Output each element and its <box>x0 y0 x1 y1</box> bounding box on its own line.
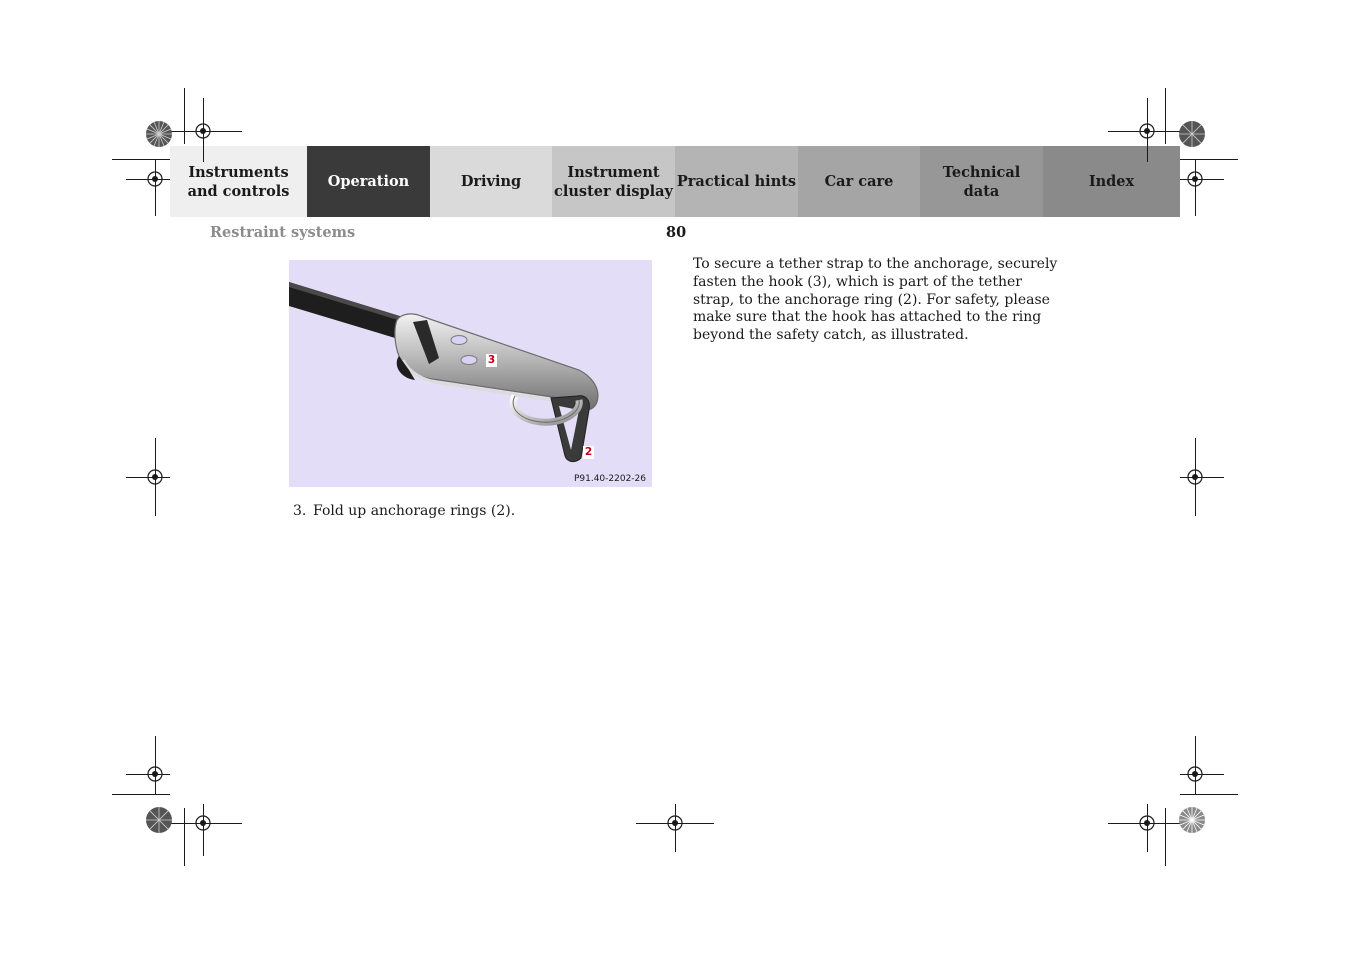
tether-hook-drawing <box>289 260 652 487</box>
crop-line <box>203 98 204 162</box>
tab-label: Car care <box>824 173 894 190</box>
crop-line <box>155 160 156 216</box>
instruction-step <box>293 502 515 520</box>
crop-line <box>1180 179 1224 180</box>
crop-line <box>184 808 185 866</box>
crop-line <box>1180 477 1224 478</box>
figure-code: P91.40-2202-26 <box>573 474 646 484</box>
crop-line <box>155 438 156 516</box>
tab-car-care[interactable] <box>798 146 920 217</box>
tab-practical-hints[interactable] <box>675 146 798 217</box>
tab-label: Instrument cluster display <box>554 163 673 200</box>
tab-driving[interactable] <box>430 146 552 217</box>
crop-line <box>1195 736 1196 794</box>
crop-line <box>1180 159 1238 160</box>
crop-line <box>675 804 676 852</box>
tab-operation[interactable] <box>307 146 430 217</box>
crop-line <box>1180 774 1224 775</box>
crop-line <box>1147 98 1148 162</box>
color-target-icon <box>145 120 173 148</box>
tab-label: Practical hints <box>676 173 797 190</box>
callout-3: 3 <box>487 354 496 366</box>
tether-hook-illustration <box>289 260 652 487</box>
crop-line <box>203 804 204 856</box>
crop-line <box>1165 88 1166 144</box>
chapter-tab-bar <box>170 146 1180 217</box>
tab-label: Operation <box>327 173 410 190</box>
crop-line <box>1195 438 1196 516</box>
tab-instruments-and-controls[interactable] <box>170 146 307 217</box>
color-target-icon <box>145 806 173 834</box>
crop-line <box>1165 808 1166 866</box>
tab-label: Instruments and controls <box>187 163 290 200</box>
tab-label: Driving <box>460 173 522 190</box>
crop-line <box>155 736 156 794</box>
step-text: Fold up anchorage rings (2). <box>313 503 516 519</box>
crop-line <box>1195 160 1196 216</box>
body-paragraph: To secure a tether strap to the anchorage, securely fasten the hook (3), which is part of the tether strap, to the anchorage ring (2). For safety, please make sure that the hook has attached to the ring beyond the safety catch, as illustrated. <box>693 256 1058 344</box>
tab-label: Index <box>1088 173 1135 190</box>
section-title: Restraint systems <box>210 224 356 241</box>
crop-line <box>112 159 170 160</box>
crop-line <box>184 88 185 144</box>
tab-technical-data[interactable] <box>920 146 1043 217</box>
tab-label: Technical data <box>942 163 1021 200</box>
crop-line <box>112 794 170 795</box>
tab-index[interactable] <box>1043 146 1180 217</box>
crop-line <box>126 179 170 180</box>
page-number: 80 <box>666 224 687 241</box>
step-number: 3. <box>293 503 307 519</box>
crop-line <box>126 774 170 775</box>
crop-line <box>126 477 170 478</box>
color-target-icon <box>1178 806 1206 834</box>
crop-line <box>1180 794 1238 795</box>
color-target-icon <box>1178 120 1206 148</box>
crop-line <box>1147 804 1148 852</box>
tab-instrument-cluster-display[interactable] <box>552 146 675 217</box>
callout-2: 2 <box>584 446 593 458</box>
